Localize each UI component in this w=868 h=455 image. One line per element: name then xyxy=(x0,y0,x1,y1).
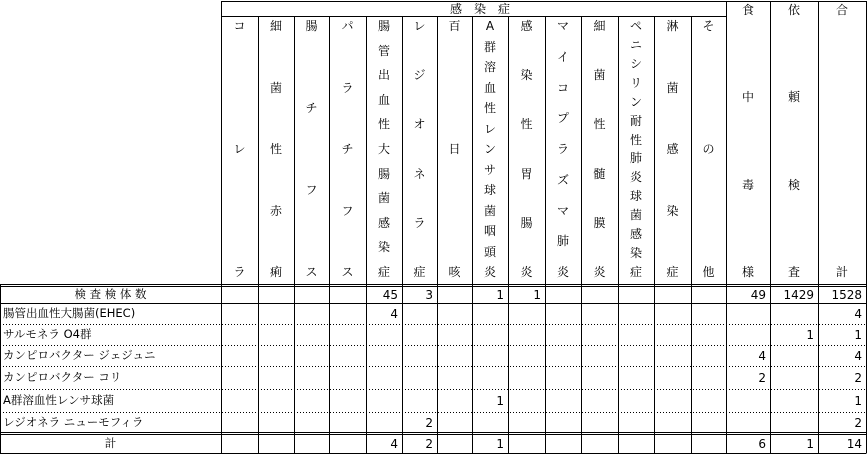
column-header-char: 淋 xyxy=(666,19,679,33)
organism-row-label: A群溶血性レンサ球菌 xyxy=(3,392,115,407)
column-header-char: 腸 xyxy=(305,19,318,33)
organism-row-label: レジオネラ ニューモフィラ xyxy=(3,415,144,429)
cell-value: 49 xyxy=(750,287,766,302)
column-header-char: ニ xyxy=(629,37,642,52)
column-header-char: 性 xyxy=(520,117,533,132)
column-header-char: 髄 xyxy=(593,166,606,181)
column-header-char: 感 xyxy=(377,215,390,230)
organism-row-label: カンピロバクター ジェジュニ xyxy=(3,347,156,362)
column-header-char: 血 xyxy=(483,80,496,95)
column-header-char: 菌 xyxy=(666,80,679,95)
cell-value: 2 xyxy=(425,436,433,451)
cell-value: 2 xyxy=(758,370,766,385)
cell-value: 1 xyxy=(806,327,814,342)
cell-value: 4 xyxy=(854,348,862,363)
column-header-char: 染 xyxy=(666,203,679,218)
column-header-char: ズ xyxy=(556,172,569,187)
column-header-char: 耐 xyxy=(629,113,642,128)
column-header-char: フ xyxy=(305,183,318,197)
cell-value: 1 xyxy=(854,393,862,408)
cell-value: 3 xyxy=(425,287,433,302)
infection-group-header: 感 染 症 xyxy=(449,2,510,16)
column-header-char: ス xyxy=(305,265,318,279)
column-header-char: 炎 xyxy=(556,265,569,279)
column-header-char: 性 xyxy=(269,142,282,156)
column-header-char: 性 xyxy=(593,117,606,132)
column-header-char: 細 xyxy=(593,19,606,33)
cell-value: 4 xyxy=(390,306,398,321)
column-header-char: ラ xyxy=(341,80,354,95)
cell-value: 1 xyxy=(496,287,504,302)
column-header-char: 菌 xyxy=(483,203,496,218)
column-header-char: 症 xyxy=(413,265,426,279)
column-header-char: コ xyxy=(233,19,246,33)
column-header-char: 性 xyxy=(377,117,390,132)
column-header-char: チ xyxy=(341,142,354,156)
column-header-char: 菌 xyxy=(629,208,642,223)
column-header-char: 査 xyxy=(787,265,800,279)
organism-row-label: サルモネラ O4群 xyxy=(3,326,92,341)
column-header-char: ン xyxy=(483,142,496,156)
column-header-char: 食 xyxy=(741,3,754,17)
column-header-char: 腸 xyxy=(377,166,390,181)
column-header-char: レ xyxy=(413,19,426,33)
cell-value: 2 xyxy=(854,370,862,385)
column-header-char: 性 xyxy=(483,101,496,115)
column-header-char: 菌 xyxy=(377,191,390,206)
column-header-char: 炎 xyxy=(483,265,496,279)
column-header-char: 胃 xyxy=(520,166,533,181)
column-header-char: 細 xyxy=(269,19,282,33)
column-header-char: プ xyxy=(556,111,569,126)
column-header-char: イ xyxy=(556,49,569,64)
column-header-char: ラ xyxy=(413,215,426,230)
column-header-char: 肺 xyxy=(629,151,642,166)
column-header-char: 感 xyxy=(629,227,642,242)
column-header-char: 百 xyxy=(448,19,461,33)
column-header-char: 炎 xyxy=(593,265,606,279)
cell-value: 4 xyxy=(758,348,766,363)
column-header-char: 出 xyxy=(377,68,390,83)
column-header-char: シ xyxy=(629,56,642,71)
column-header-char: 腸 xyxy=(377,19,390,33)
column-header-char: 炎 xyxy=(629,170,642,185)
cell-value: 1528 xyxy=(831,287,862,302)
cell-value: 1 xyxy=(496,436,504,451)
column-header-char: 染 xyxy=(520,68,533,83)
column-header-char: ン xyxy=(629,94,642,109)
specimen-count-row-label: 検 査 検 体 数 xyxy=(74,286,147,301)
column-header-char: パ xyxy=(341,19,354,33)
total-row-label: 計 xyxy=(104,435,117,450)
column-header-char: マ xyxy=(556,19,569,33)
column-header-char: 染 xyxy=(629,246,642,261)
column-header-char: 検 xyxy=(787,177,800,192)
column-header-char: 中 xyxy=(741,90,754,105)
column-header-char: 菌 xyxy=(593,68,606,83)
column-header-char: レ xyxy=(233,142,246,156)
cell-value: 45 xyxy=(382,287,398,302)
column-header-char: ペ xyxy=(629,19,642,33)
column-header-char: チ xyxy=(305,101,318,115)
column-header-char: 感 xyxy=(666,142,679,156)
column-header-char: 溶 xyxy=(483,60,496,74)
cell-value: 1 xyxy=(806,436,814,451)
column-header-char: の xyxy=(702,142,715,156)
column-header-char: 日 xyxy=(448,142,461,156)
column-header-char: コ xyxy=(556,80,569,95)
cell-value: 1 xyxy=(533,287,541,302)
column-header-char: 炎 xyxy=(520,265,533,279)
column-header-char: 痢 xyxy=(269,265,282,279)
column-header-char: フ xyxy=(341,203,354,218)
cell-value: 1429 xyxy=(783,287,814,302)
column-header-char: サ xyxy=(483,162,496,177)
cell-value: 2 xyxy=(425,416,433,430)
column-header-char: 他 xyxy=(702,265,715,279)
column-header-char: 肺 xyxy=(556,234,569,249)
column-header-char: 染 xyxy=(377,240,390,255)
column-header-char: 球 xyxy=(483,183,496,197)
cell-value: 1 xyxy=(496,393,504,408)
column-header-char: そ xyxy=(702,19,715,33)
column-header-char: 血 xyxy=(377,92,390,107)
column-header-char: ネ xyxy=(413,166,426,181)
cell-value: 4 xyxy=(390,436,398,451)
column-header-char: 管 xyxy=(377,43,390,58)
column-header-char: リ xyxy=(629,75,642,90)
column-header-char: 性 xyxy=(629,132,642,147)
column-header-char: 腸 xyxy=(520,215,533,230)
column-header-char: 球 xyxy=(629,189,642,204)
column-header-char: A xyxy=(485,19,495,33)
column-header-char: 感 xyxy=(520,19,533,33)
column-header-char: 咽 xyxy=(483,224,496,238)
column-header-char: オ xyxy=(413,117,426,132)
organism-row-label: カンピロバクター コリ xyxy=(3,369,122,384)
cell-value: 4 xyxy=(854,306,862,321)
column-header-char: ラ xyxy=(556,142,569,156)
column-header-char: 大 xyxy=(377,142,390,156)
column-header-char: ラ xyxy=(233,265,246,279)
column-header-char: 赤 xyxy=(269,203,282,218)
column-header-char: 様 xyxy=(741,265,754,279)
column-header-char: ス xyxy=(341,265,354,279)
cell-value: 14 xyxy=(846,436,862,451)
column-header-char: 咳 xyxy=(448,265,461,279)
column-header-char: 頼 xyxy=(787,90,800,105)
column-header-char: 群 xyxy=(483,39,496,54)
column-header-char: 症 xyxy=(377,265,390,279)
column-header-char: 毒 xyxy=(741,177,754,192)
column-header-char: ジ xyxy=(413,68,426,83)
column-header-char: マ xyxy=(556,203,569,218)
column-header-char: 合 xyxy=(835,3,848,17)
column-header-char: レ xyxy=(483,121,496,136)
column-header-char: 計 xyxy=(835,265,848,279)
column-header-char: 頭 xyxy=(483,244,496,259)
cell-value: 1 xyxy=(854,327,862,342)
column-header-char: 症 xyxy=(666,265,679,279)
organism-row-label: 腸管出血性大腸菌(EHEC) xyxy=(3,305,136,320)
column-header-char: 症 xyxy=(629,265,642,279)
column-header-char: 膜 xyxy=(593,215,606,230)
column-header-char: 菌 xyxy=(269,80,282,95)
cell-value: 6 xyxy=(758,436,766,451)
column-header-char: 依 xyxy=(787,3,800,17)
cell-value: 2 xyxy=(854,416,862,430)
